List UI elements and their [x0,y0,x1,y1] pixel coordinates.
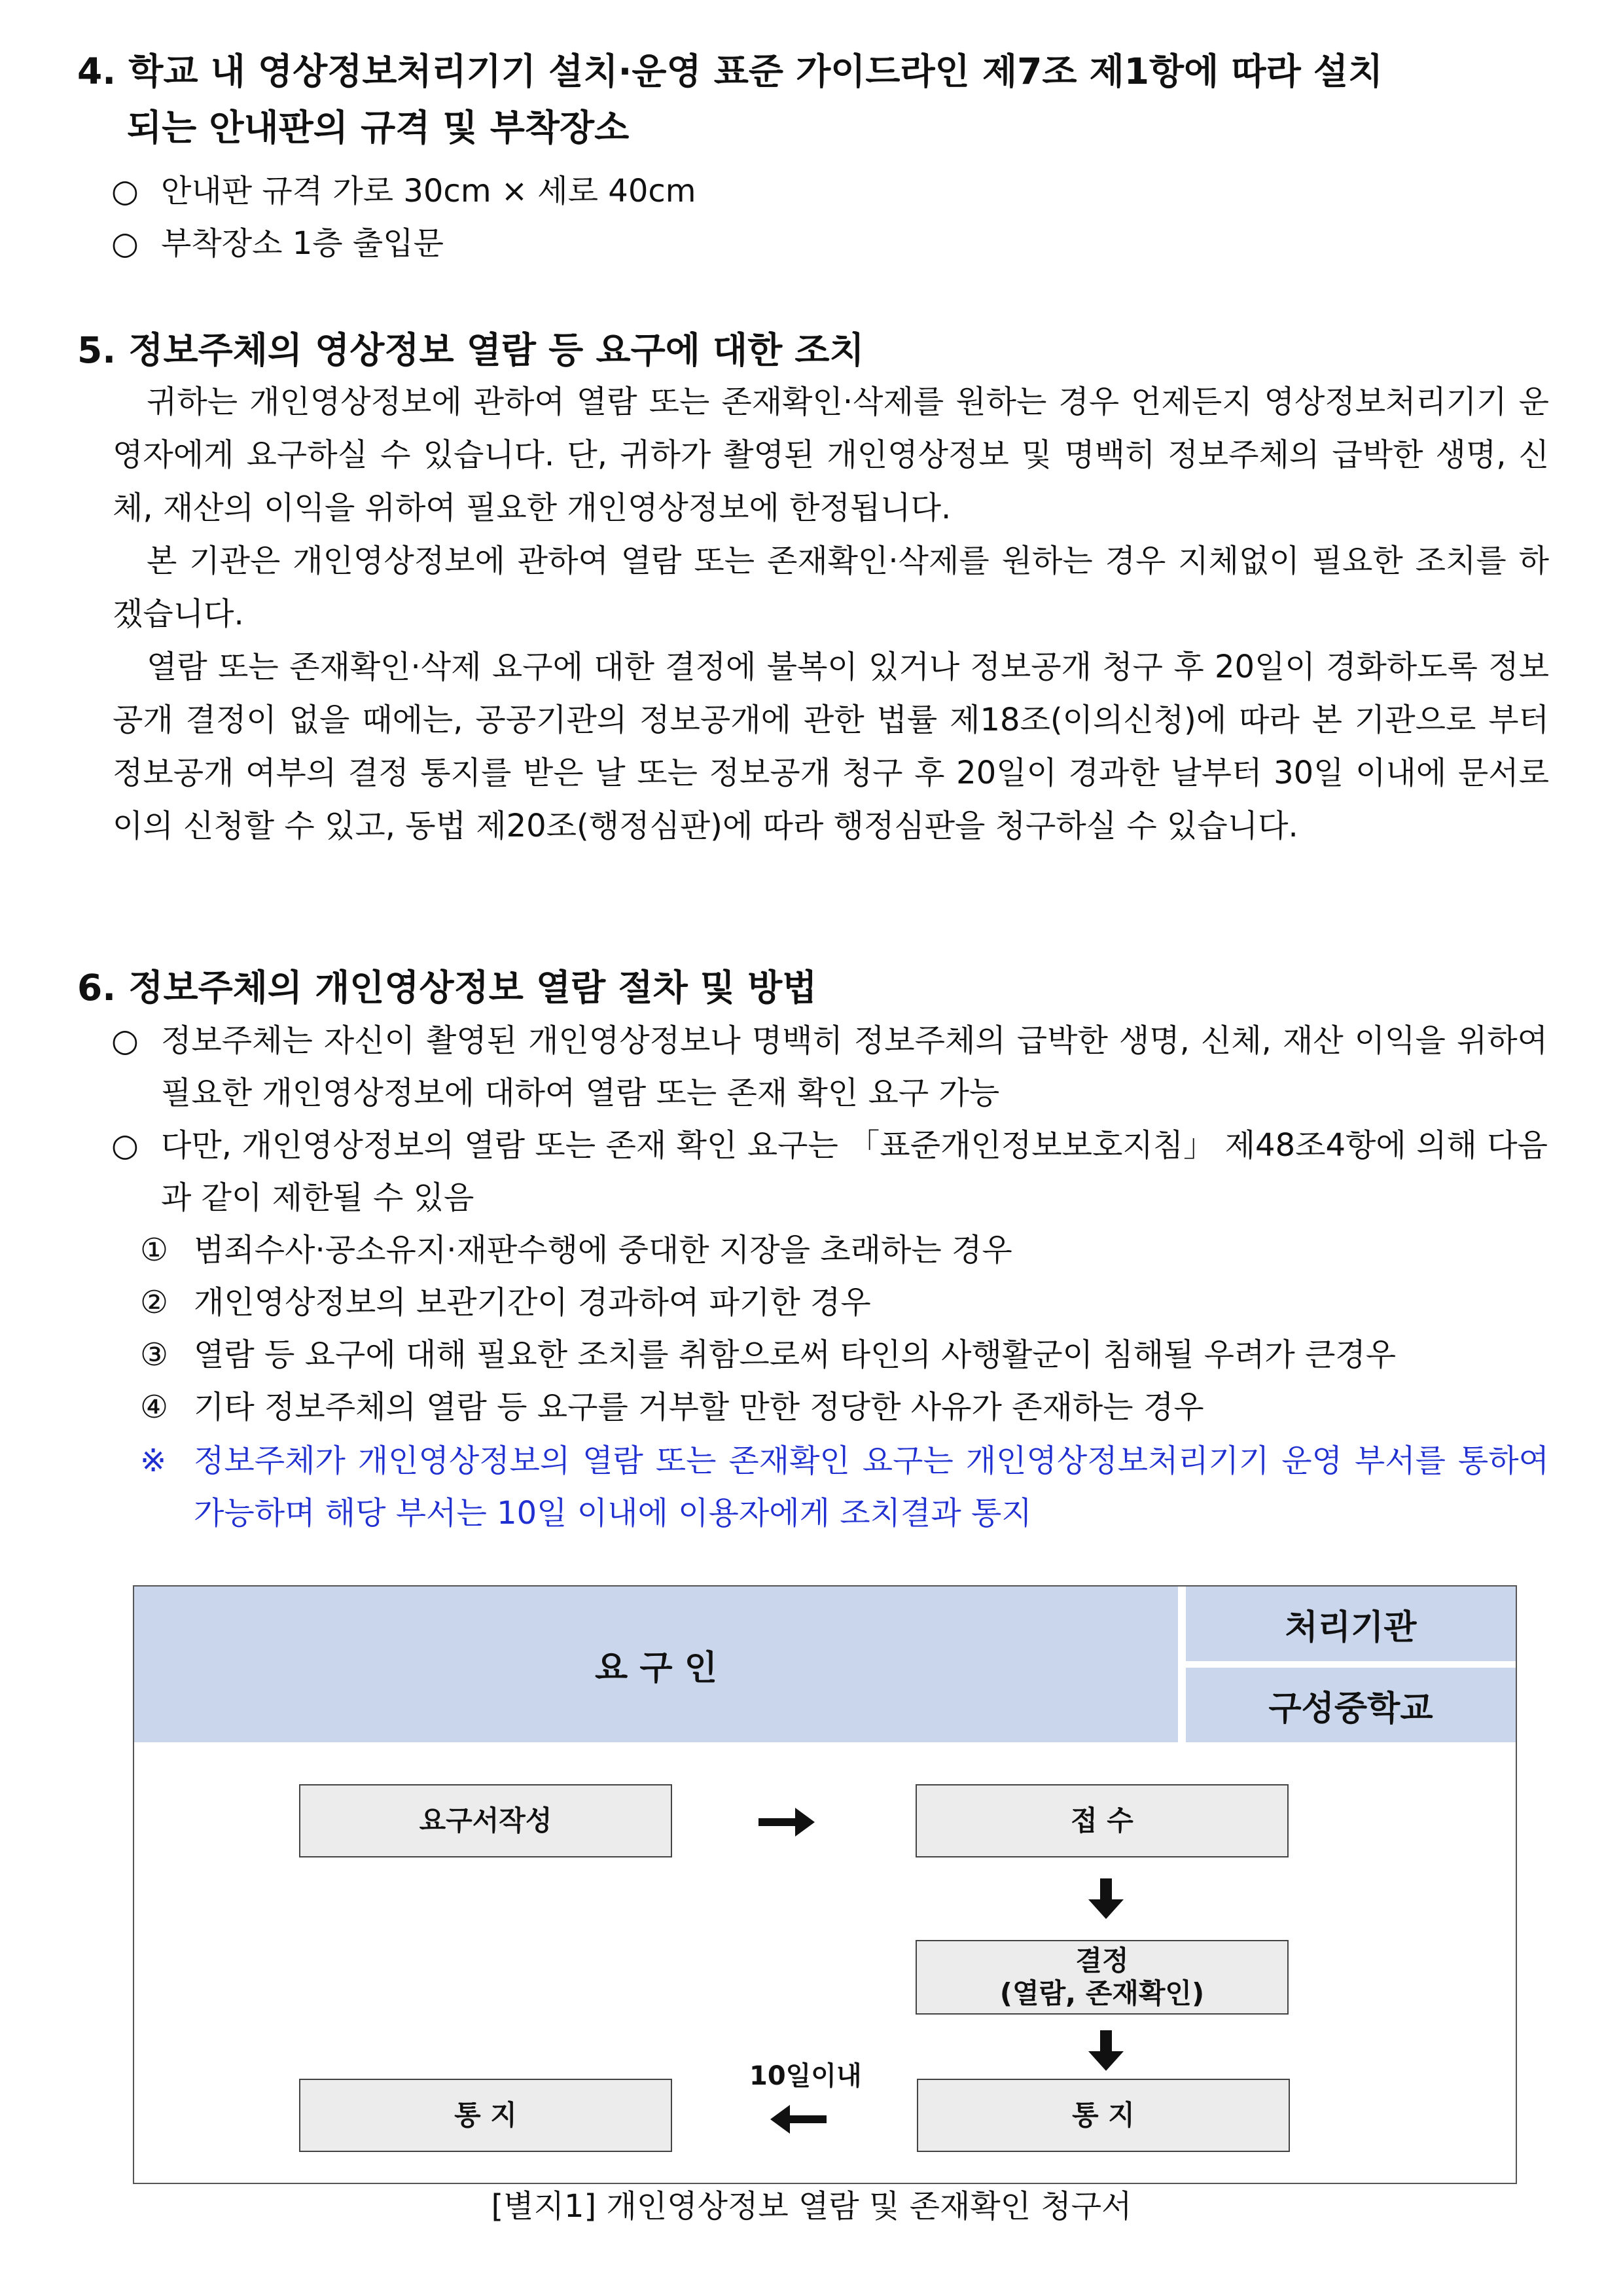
reference-mark-icon: ※ [140,1443,167,1479]
arrow-down-icon [1083,1876,1129,1922]
circle-bullet-icon: ○ [111,173,139,209]
decision-box [916,1940,1289,2015]
procedure-flow-diagram [133,1585,1517,2184]
restriction-item-text: 열람 등 요구에 대해 필요한 조치를 취함으로써 타인의 사행활군이 침해될 우려가 큰경우 [194,1336,1397,1373]
section6-bullet-1 [111,1014,1548,1119]
circle-bullet-icon: ○ [111,1127,139,1164]
restriction-item-1 [140,1224,1554,1276]
list-item: 부착장소 1층 출입문 [161,225,444,262]
section6-title: 6. 정보주체의 개인영상정보 열람 절차 및 방법 [77,967,817,1009]
processor-name: 구성중학교 [1186,1668,1516,1742]
section4-title-line2: 되는 안내판의 규격 및 부착장소 [127,107,630,149]
circled-number-1: ① [140,1232,169,1268]
arrow-left-icon [768,2100,829,2139]
circled-number-2: ② [140,1284,169,1321]
restriction-item-4 [140,1381,1554,1433]
circle-bullet-icon: ○ [111,225,139,262]
arrow-down-icon [1083,2028,1129,2073]
processor-header: 처리기관 [1186,1587,1516,1661]
section5-paragraph-2: 본 기관은 개인영상정보에 관하여 열람 또는 존재확인·삭제를 원하는 경우 지체없이 필요한 조치를 하겠습니다. [113,543,1549,632]
restriction-item-2 [140,1276,1554,1329]
processor-notification-box: 통 지 [917,2079,1290,2152]
circled-number-3: ③ [140,1336,169,1373]
section4-title-line1: 4. 학교 내 영상정보처리기기 설치·운영 표준 가이드라인 제7조 제1항에 따라 설치 [77,50,1383,92]
restriction-item-text: 기타 정보주체의 열람 등 요구를 거부할 만한 정당한 사유가 존재하는 경우 [194,1389,1204,1426]
requester-notification-box: 통 지 [299,2079,672,2152]
list-item: 다만, 개인영상정보의 열람 또는 존재 확인 요구는 「표준개인정보보호지침」 제48조4항에 의해 다음과 같이 제한될 수 있음 [161,1127,1548,1216]
requester-header: 요 구 인 [134,1587,1178,1742]
circle-bullet-icon: ○ [111,1022,139,1059]
restriction-item-3 [140,1329,1554,1381]
section4-bullet-2 [111,217,1548,270]
section5-paragraph-1: 귀하는 개인영상정보에 관하여 열람 또는 존재확인·삭제를 원하는 경우 언제든지 영상정보처리기기 운영자에게 요구하실 수 있습니다. 단, 귀하가 촬영된 개인영상정보 및 명백히 정보주체의 급박한 생명, 신체, 재산의 이익을 위하여 필요한 개인영상정보에 한정됩니다. [113,384,1549,526]
procedure-note [140,1435,1549,1539]
list-item: 정보주체는 자신이 촬영된 개인영상정보나 명백히 정보주체의 급박한 생명, 신체, 재산 이익을 위하여 필요한 개인영상정보에 대하여 열람 또는 존재 확인 요구 가능 [161,1022,1548,1111]
list-item: 안내판 규격 가로 30cm × 세로 40cm [161,173,696,209]
restriction-item-text: 범죄수사·공소유지·재판수행에 중대한 지장을 초래하는 경우 [194,1232,1012,1268]
section5-paragraph-3: 열람 또는 존재확인·삭제 요구에 대한 결정에 불복이 있거나 정보공개 청구 후 20일이 경화하도록 정보공개 결정이 없을 때에는, 공공기관의 정보공개에 관한 법률 제18조(이의신청)에 따라 본 기관으로 부터 정보공개 여부의 결정 통지를 받은 날 또는 정보공개 청구 후 20일이 경과한 날부터 30일 이내에 문서로 이의 신청할 수 있고, 동법 제20조(행정심판)에 따라 행정심판을 청구하실 수 있습니다. [113,649,1549,844]
form-caption: [별지1] 개인영상정보 열람 및 존재확인 청구서 [491,2188,1132,2225]
procedure-note-text: 정보주체가 개인영상정보의 열람 또는 존재확인 요구는 개인영상정보처리기기 운영 부서를 통하여 가능하며 해당 부서는 10일 이내에 이용자에게 조치결과 통지 [194,1443,1549,1532]
request-form-box: 요구서작성 [299,1784,672,1857]
section4-title [77,43,1546,156]
restriction-item-text: 개인영상정보의 보관기간이 경과하여 파기한 경우 [194,1284,871,1321]
circled-number-4: ④ [140,1389,169,1426]
arrow-right-icon [756,1803,817,1842]
section5-title: 5. 정보주체의 영상정보 열람 등 요구에 대한 조치 [77,329,865,371]
section6-bullet-2 [111,1119,1548,1224]
decision-box-line2: (열람, 존재확인) [999,1977,1205,2009]
decision-box-line1: 결정 [1075,1945,1129,1977]
ten-day-label: 10일이내 [749,2061,862,2091]
receipt-box: 접 수 [916,1784,1289,1857]
section4-bullet-1 [111,165,1548,217]
